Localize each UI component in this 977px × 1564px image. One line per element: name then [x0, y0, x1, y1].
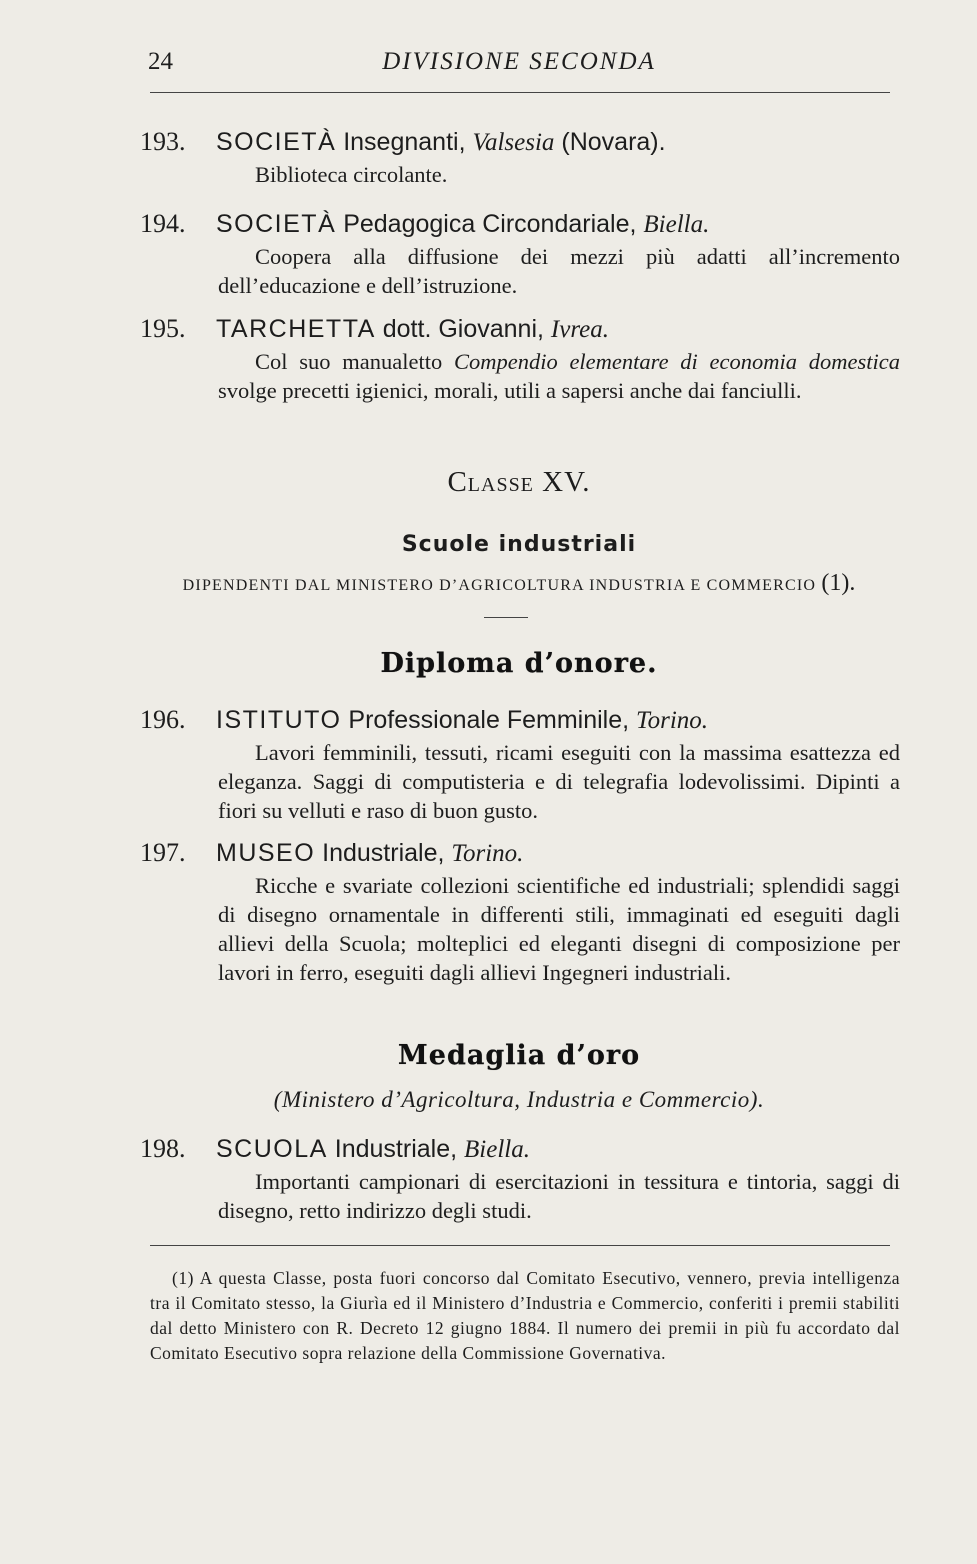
- entry-heading: [140, 311, 900, 347]
- entry-number: 197.: [140, 838, 186, 867]
- entry-city: Torino.: [451, 840, 524, 867]
- entry-name: SOCIETÀ: [216, 128, 337, 156]
- entry-subtitle: Pedagogica Circondariale,: [343, 210, 637, 238]
- entry-name: TARCHETTA: [216, 315, 376, 343]
- entry-subtitle: Industriale,: [322, 839, 445, 867]
- entry-subtitle: Insegnanti,: [343, 128, 466, 156]
- book-title: Compendio elementare di economia domestica: [453, 349, 900, 374]
- entry-description: Ricche e svariate collezioni scientifiche ed industriali; splendidi saggi di disegno ornamentale in differenti stili, immaginati ed eseguiti dagli allievi della Scuola; molteplici ed eleganti disegni di composizione per lavori in ferro, eseguiti dagli allievi Ingegneri industriali.: [218, 873, 900, 985]
- entry-description: Coopera alla diffusione dei mezzi più adatti all’incremento dell’educazione e dell’istruzione.: [218, 244, 900, 298]
- footnote-rule: [150, 1245, 890, 1246]
- entry-198: [140, 1131, 900, 1225]
- section-title: Scuole industriali: [401, 532, 637, 557]
- entry-subtitle: dott. Giovanni,: [382, 315, 544, 343]
- entry-subtitle: Industriale,: [334, 1135, 458, 1163]
- entry-194: [140, 206, 900, 300]
- entry-name: ISTITUTO: [216, 706, 342, 734]
- description-text: svolge precetti igienici, morali, utili a sapersi anche dai fanciulli.: [218, 378, 802, 403]
- entry-heading: [140, 702, 900, 738]
- section-subtitle-text: DIPENDENTI DAL MINISTERO D’AGRICOLTURA INDUSTRIA E COMMERCIO: [182, 577, 817, 594]
- award-ministry-note: (Ministero d’Agricoltura, Industria e Commercio).: [273, 1087, 765, 1112]
- section-divider: [484, 617, 528, 618]
- award-heading-medaglia: Medaglia d’oro: [397, 1040, 641, 1071]
- entry-196: [140, 702, 900, 825]
- class-label: Classe XV.: [447, 466, 591, 498]
- class-heading: [148, 466, 890, 499]
- entry-number: 193.: [140, 127, 186, 156]
- entry-197: [140, 835, 900, 987]
- entry-city: Valsesia: [472, 129, 555, 156]
- description-text: Col suo manualetto: [255, 349, 454, 374]
- entry-number: 195.: [140, 314, 186, 343]
- footnote-marker: (1).: [821, 570, 856, 596]
- entry-city: Biella.: [464, 1136, 530, 1163]
- award-heading-diploma: Diploma d’onore.: [380, 648, 658, 679]
- entry-193: [140, 124, 900, 189]
- page-number: 24: [148, 48, 173, 75]
- entry-number: 196.: [140, 705, 186, 734]
- entry-description: Lavori femminili, tessuti, ricami eseguiti con la massima esattezza ed eleganza. Saggi di computisteria e di telegrafia lodevolissimi. Dipinti a fiori su velluti e raso di buon gusto.: [218, 740, 900, 823]
- section-subtitle: [148, 570, 890, 597]
- entry-city: Torino.: [636, 707, 709, 734]
- entry-province: (Novara).: [561, 128, 666, 156]
- entry-description: Importanti campionari di esercitazioni in tessitura e tintoria, saggi di disegno, retto indirizzo degli studi.: [218, 1169, 900, 1223]
- entry-city: Biella.: [643, 211, 710, 238]
- running-header: [148, 48, 890, 80]
- entry-195: [140, 311, 900, 405]
- entry-description: [218, 347, 900, 405]
- entry-subtitle: Professionale Femminile,: [348, 706, 630, 734]
- entry-heading: [140, 835, 900, 871]
- header-rule: [150, 92, 890, 93]
- entry-heading: [140, 206, 900, 242]
- entry-number: 194.: [140, 209, 186, 238]
- footnote: (1) A questa Classe, posta fuori concorso dal Comitato Esecutivo, vennero, previa intelligenza tra il Comitato stesso, la Giurìa ed il Ministero d’Industria e Commercio, conferiti i premii stabiliti dal detto Ministero con R. Decreto 12 giugno 1884. Il numero dei premii in più fu accordato dal Comitato Esecutivo sopra relazione della Commissione Governativa.: [150, 1268, 900, 1363]
- entry-number: 198.: [140, 1134, 186, 1163]
- entry-heading: [140, 1131, 900, 1167]
- entry-city: Ivrea.: [550, 316, 609, 343]
- entry-name: SCUOLA: [216, 1135, 328, 1163]
- entry-name: MUSEO: [216, 839, 316, 867]
- entry-heading: [140, 124, 900, 160]
- entry-description: Biblioteca circolante.: [255, 162, 448, 187]
- entry-name: SOCIETÀ: [216, 210, 337, 238]
- running-title: DIVISIONE SECONDA: [382, 48, 656, 75]
